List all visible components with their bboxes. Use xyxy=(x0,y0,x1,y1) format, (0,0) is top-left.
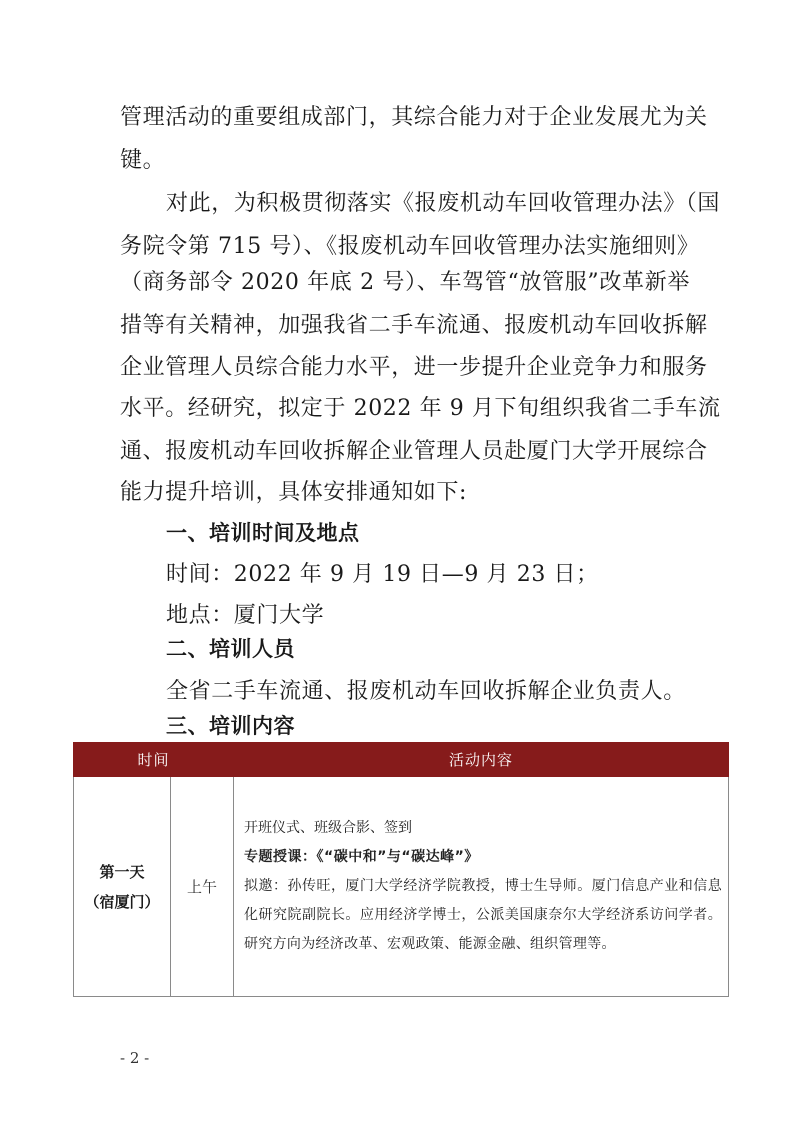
header-time: 时间 xyxy=(74,743,234,777)
table-row xyxy=(74,777,729,997)
day-cell xyxy=(74,777,171,997)
paragraph-line: 企业管理人员综合能力水平，进一步提升企业竞争力和服务 xyxy=(120,355,708,380)
schedule-header-row xyxy=(74,743,729,777)
training-place: 地点：厦门大学 xyxy=(166,603,325,628)
participants-text: 全省二手车流通、报废机动车回收拆解企业负责人。 xyxy=(166,679,686,704)
paragraph-line: 措等有关精神，加强我省二手车流通、报废机动车回收拆解 xyxy=(120,313,708,338)
header-content: 活动内容 xyxy=(234,743,729,777)
section-heading-time-place: 一、培训时间及地点 xyxy=(166,521,360,545)
paragraph-line: （商务部令 2020 年底 2 号）、车驾管“放管服”改革新举 xyxy=(120,270,690,295)
day-label: 第一天 xyxy=(99,862,145,881)
schedule-table xyxy=(73,742,729,997)
section-heading-content: 三、培训内容 xyxy=(166,714,295,738)
paragraph-line: 对此，为积极贯彻落实《报废机动车回收管理办法》（国 xyxy=(166,191,721,216)
lecture-topic: 专题授课：《“碳中和”与“碳达峰”》 xyxy=(244,849,479,865)
section-heading-participants: 二、培训人员 xyxy=(166,637,295,661)
day-sublabel: （宿厦门） xyxy=(84,892,160,911)
paragraph-line: 管理活动的重要组成部门，其综合能力对于企业发展尤为关 xyxy=(120,105,708,130)
activity-item: 开班仪式、班级合影、签到 xyxy=(244,820,412,836)
paragraph-line: 通、报废机动车回收拆解企业管理人员赴厦门大学开展综合 xyxy=(120,439,708,464)
page-number: - 2 - xyxy=(120,1049,150,1067)
lecturer-description: 拟邀：孙传旺，厦门大学经济学院教授，博士生导师。厦门信息产业和信息化研究院副院长。应用经济学博士，公派美国康奈尔大学经济系访问学者。研究方向为经济改革、宏观政策、能源金融、组织管理等。 xyxy=(244,878,722,952)
paragraph-line: 键。 xyxy=(120,148,166,173)
paragraph-line: 能力提升培训，具体安排通知如下: xyxy=(120,480,468,505)
training-time: 时间：2022 年 9 月 19 日—9 月 23 日； xyxy=(166,562,599,587)
period-cell: 上午 xyxy=(171,777,234,997)
paragraph-line: 水平。经研究，拟定于 2022 年 9 月下旬组织我省二手车流 xyxy=(120,396,721,421)
content-cell xyxy=(234,777,729,997)
paragraph-line: 务院令第 715 号）、《报废机动车回收管理办法实施细则》 xyxy=(120,234,700,259)
